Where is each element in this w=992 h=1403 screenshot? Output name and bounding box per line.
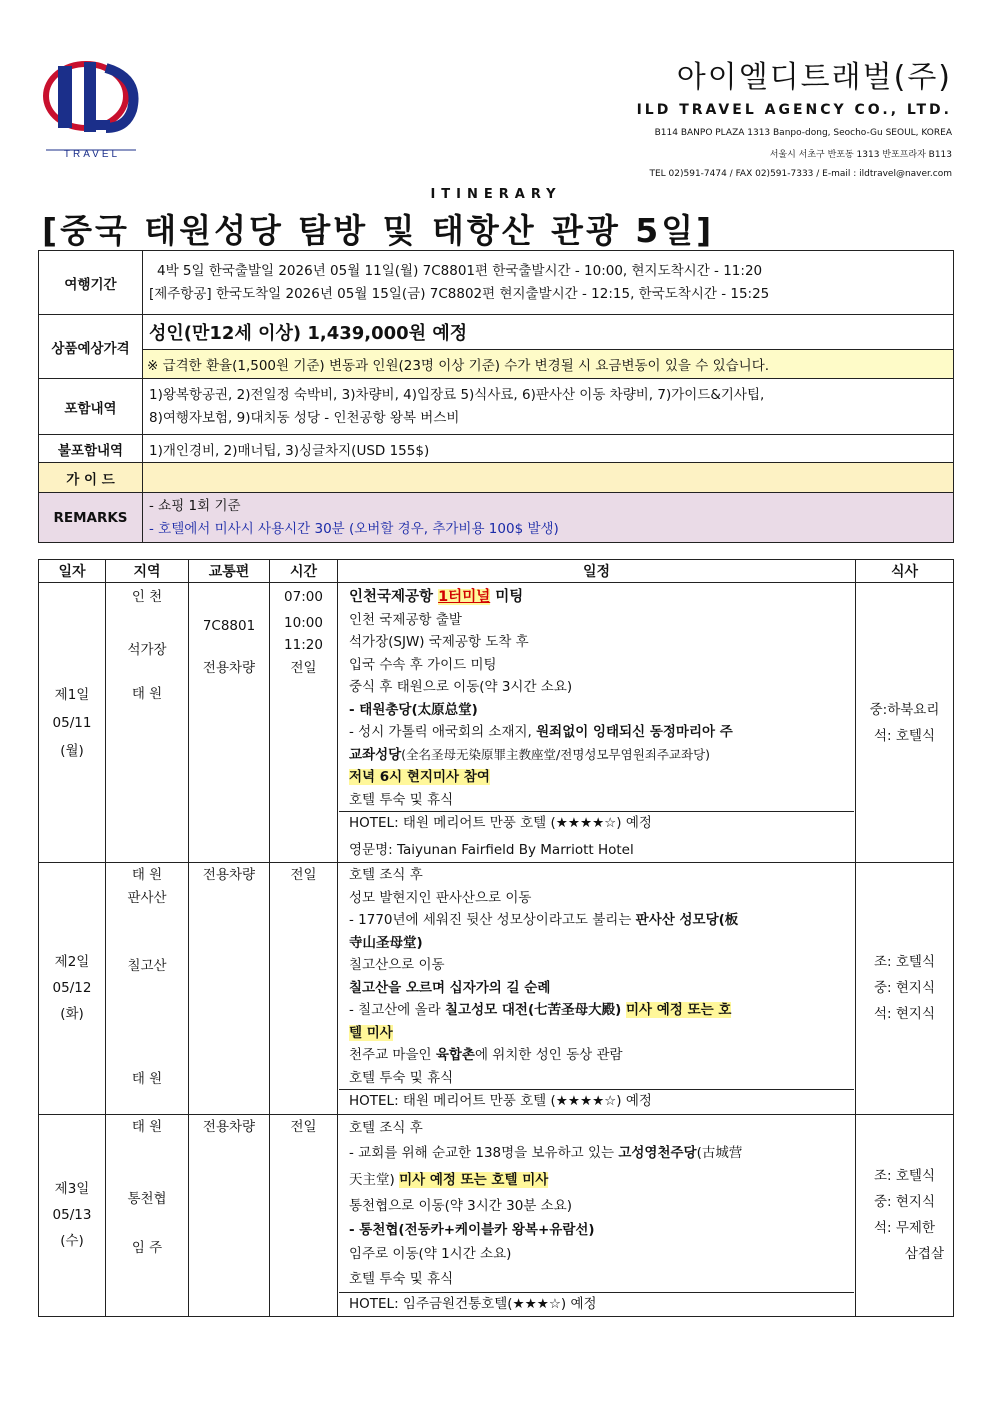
- day-2-label: [39, 863, 106, 1115]
- period-line-1: 4박 5일 한국출발일 2026년 05월 11일(월) 7C8801편 한국출발시간 - 10:00, 현지도착시간 - 11:20: [157, 263, 763, 279]
- time-item: 전일: [290, 659, 317, 676]
- program-line: 석가장(SJW) 국제공항 도착 후: [349, 634, 529, 650]
- program-line: 인천국제공항 1터미널 미팅: [349, 589, 524, 605]
- company-contact: TEL 02)591-7474 / FAX 02)591-7333 / E-mail : ildtravel@naver.com: [649, 169, 952, 179]
- program-line: 중식 후 태원으로 이동(약 3시간 소요): [349, 679, 573, 695]
- day-1-times: [270, 583, 338, 863]
- day-3-meals: [856, 1114, 954, 1317]
- region-item: 태 원: [131, 686, 163, 702]
- meal-item: 조: 호텔식: [873, 1168, 935, 1185]
- region-item: 태 원: [131, 1070, 163, 1087]
- region-item: 판사산: [127, 889, 167, 906]
- price-label: 상품예상가격: [39, 315, 143, 379]
- region-item: 태 원: [131, 867, 163, 883]
- day-3-regions: [106, 1114, 189, 1317]
- region-item: 임 주: [131, 1239, 163, 1256]
- program-line: - 성시 가톨릭 애국회의 소재지, 원죄없이 잉태되신 동정마리아 주: [349, 724, 733, 740]
- program-line: 통천협으로 이동(약 3시간 30분 소요): [349, 1197, 572, 1214]
- day-1-dow: (월): [60, 742, 84, 759]
- meal-item: 중: 현지식: [873, 1194, 935, 1211]
- hotel-line: HOTEL: 임주금원건통호텔(★★★☆) 예정: [349, 1295, 597, 1312]
- program-line: 임주로 이동(약 1시간 소요): [349, 1245, 512, 1262]
- company-name-en: ILD TRAVEL AGENCY CO., LTD.: [636, 102, 952, 118]
- day-1-transport: [189, 583, 270, 863]
- header-program: 일정: [338, 560, 856, 583]
- day-2-meals: [856, 863, 954, 1115]
- included-cell: [143, 379, 954, 435]
- day-1-hotel: [339, 811, 854, 861]
- program-line: - 1770년에 세워진 뒷산 성모상이라고도 불리는 판사산 성모당(板: [349, 912, 739, 928]
- program-line: - 교회를 위해 순교한 138명을 보유하고 있는 고성영천주당(古城营: [349, 1144, 743, 1161]
- meal-item: 중: 현지식: [873, 980, 935, 997]
- program-line: 天主堂) 미사 예정 또는 호텔 미사: [349, 1171, 549, 1188]
- day-2-program: [338, 863, 856, 1115]
- transport-item: 7C8801: [202, 617, 256, 634]
- program-line: 텔 미사: [349, 1024, 393, 1041]
- day-2-transport: [189, 863, 270, 1115]
- included-line-2: 8)여행자보험, 9)대치동 성당 - 인천공항 왕복 버스비: [149, 409, 460, 426]
- day-3-dow: (수): [60, 1233, 84, 1250]
- time-item: 전일: [290, 867, 317, 883]
- day-3-day: 제3일: [54, 1181, 90, 1198]
- header-transport: 교통편: [189, 560, 270, 583]
- included-label: 포함내역: [39, 379, 143, 435]
- day-2-dow: (화): [60, 1006, 84, 1023]
- region-item: 통천협: [127, 1191, 167, 1207]
- header-day: 일자: [39, 560, 106, 583]
- excluded-label: 불포함내역: [39, 435, 143, 463]
- time-item: 전일: [290, 1118, 317, 1135]
- excluded-value: 1)개인경비, 2)매너팁, 3)싱글차지(USD 155$): [143, 435, 954, 463]
- program-line: 칠고산으로 이동: [349, 957, 445, 973]
- region-item: 석가장: [127, 641, 167, 658]
- company-logo: [40, 58, 144, 158]
- day-1-date: 05/11: [52, 714, 92, 731]
- header-time: 시간: [270, 560, 338, 583]
- company-info: [637, 52, 952, 179]
- info-table: [38, 250, 954, 543]
- page-title: [중국 태원성당 탐방 및 태항산 관광 5일]: [42, 211, 715, 250]
- day-2-day: 제2일: [54, 954, 90, 971]
- period-line-2: [제주항공] 한국도착일 2026년 05월 15일(금) 7C8802편 현지출발시간 - 12:15, 한국도착시간 - 15:25: [149, 285, 770, 302]
- hotel-line: HOTEL: 태원 메리어트 만풍 호텔 (★★★★☆) 예정: [349, 1093, 652, 1109]
- program-line: 저녁 6시 현지미사 참여: [349, 769, 490, 785]
- company-name-kr: 아이엘디트래벌(주): [676, 60, 952, 95]
- day-2-times: [270, 863, 338, 1115]
- program-line: 교좌성당(全名圣母无染原罪主教座堂/전명성모무염원죄주교좌당): [349, 746, 711, 763]
- program-line: 천주교 마을인 육합촌에 위치한 성인 동상 관람: [349, 1047, 623, 1063]
- header-meal: 식사: [856, 560, 954, 583]
- day-3-hotel: [339, 1292, 854, 1316]
- meal-item: 중:하북요리: [869, 701, 940, 718]
- day-2-regions: [106, 863, 189, 1115]
- program-line: 성모 발현지인 판사산으로 이동: [349, 889, 532, 906]
- period-cell: [143, 251, 954, 315]
- program-line: 칠고산을 오르며 십자가의 길 순례: [349, 979, 551, 996]
- region-item: 칠고산: [127, 958, 167, 974]
- day-3-times: [270, 1114, 338, 1317]
- remarks-line-2: - 호텔에서 미사시 사용시간 30분 (오버할 경우, 추가비용 100$ 발생): [149, 520, 559, 537]
- day-3-program: [338, 1114, 856, 1317]
- price-value: 성인(만12세 이상) 1,439,000원 예정: [143, 315, 954, 350]
- transport-item: 전용차량: [202, 660, 256, 676]
- time-item: 10:00: [284, 614, 323, 631]
- hotel-en-line: 영문명: Taiyunan Fairfield By Marriott Hotel: [349, 841, 634, 858]
- time-item: 07:00: [284, 589, 323, 605]
- period-label: 여행기간: [39, 251, 143, 315]
- remarks-line-1: - 쇼핑 1회 기준: [149, 498, 241, 514]
- remarks-label: REMARKS: [39, 493, 143, 543]
- guide-label: 가 이 드: [39, 463, 143, 493]
- guide-value: [143, 463, 954, 493]
- day-1-label: [39, 583, 106, 863]
- header-region: 지역: [106, 560, 189, 583]
- price-notice: ※ 급격한 환율(1,500원 기준) 변동과 인원(23명 이상 기준) 수가 변경될 시 요금변동이 있을 수 있습니다.: [143, 350, 954, 379]
- meal-item: 삼겹살: [904, 1246, 944, 1263]
- program-line: 호텔 투숙 및 휴식: [349, 1270, 454, 1287]
- program-line: 입국 수속 후 가이드 미팅: [349, 656, 497, 673]
- program-line: 인천 국제공항 출발: [349, 611, 462, 628]
- itinerary-label: ITINERARY: [430, 187, 562, 202]
- meal-item: 조: 호텔식: [873, 954, 935, 971]
- program-line: 호텔 투숙 및 휴식: [349, 1069, 454, 1086]
- meal-item: 석: 현지식: [873, 1006, 935, 1023]
- transport-item: 전용차량: [202, 1118, 256, 1135]
- included-line-1: 1)왕복항공권, 2)전일정 숙박비, 3)차량비, 4)입장료 5)식사료, 6)판사산 이동 차량비, 7)가이드&기사팁,: [149, 387, 765, 403]
- time-item: 11:20: [284, 637, 323, 653]
- program-line: - 칠고산에 올라 칠고성모 대전(七苦圣母大殿) 미사 예정 또는 호: [349, 1002, 732, 1018]
- day-2-hotel: [339, 1089, 854, 1113]
- day-1-regions: [106, 583, 189, 863]
- program-line: - 태원총당(太原总堂): [349, 701, 478, 718]
- program-line: 호텔 조식 후: [349, 867, 423, 883]
- company-address-en: B114 BANPO PLAZA 1313 Banpo-dong, Seocho-Gu SEOUL, KOREA: [654, 128, 952, 138]
- day-3-transport: [189, 1114, 270, 1317]
- transport-item: 전용차량: [202, 867, 256, 883]
- day-1-day: 제1일: [54, 686, 90, 703]
- day-1-meals: [856, 583, 954, 863]
- day-3-label: [39, 1114, 106, 1317]
- program-line: 寺山圣母堂): [349, 934, 423, 951]
- day-3-date: 05/13: [52, 1207, 92, 1224]
- program-line: - 통천협(전동카+케이블카 왕복+유람선): [349, 1221, 595, 1238]
- svg-text:TRAVEL: TRAVEL: [63, 149, 121, 158]
- day-2-date: 05/12: [52, 980, 92, 997]
- meal-item: 석: 무제한: [873, 1220, 935, 1237]
- meal-item: 석: 호텔식: [873, 727, 935, 744]
- region-item: 인 천: [131, 589, 163, 605]
- hotel-line: HOTEL: 태원 메리어트 만풍 호텔 (★★★★☆) 예정: [349, 815, 652, 831]
- program-line: 호텔 조식 후: [349, 1119, 423, 1136]
- remarks-cell: [143, 493, 954, 543]
- program-line: 호텔 투숙 및 휴식: [349, 791, 454, 808]
- company-address-kr: 서울시 서초구 반포동 1313 반포프라자 B113: [769, 150, 952, 160]
- schedule-table: [38, 559, 954, 1317]
- day-3-row: [39, 1114, 954, 1317]
- day-1-row: [39, 583, 954, 863]
- day-2-row: [39, 863, 954, 1115]
- region-item: 태 원: [131, 1118, 163, 1135]
- day-1-program: [338, 583, 856, 863]
